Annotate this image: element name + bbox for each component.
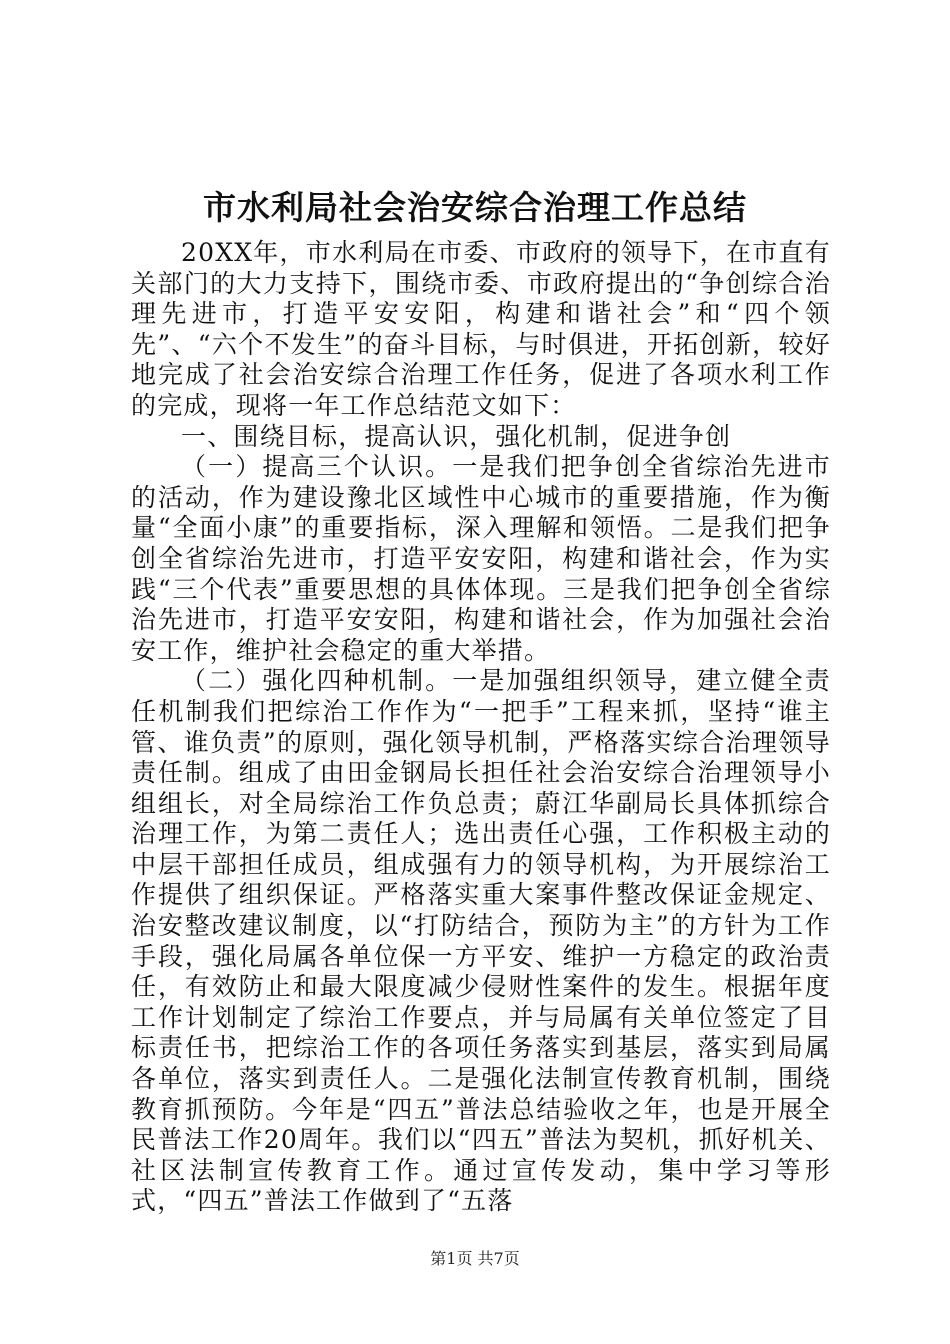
- paragraph-four-mechanisms: （二）强化四种机制。一是加强组织领导，建立健全责任机制我们把综治工作作为“一把手”工程来抓，坚持“谁主管、谁负责”的原则，强化领导机制，严格落实综合治理领导责任制。组成了由田金钢局长担任社会治安综合治理领导小组组长，对全局综治工作负总责；蔚江华副局长具体抓综合治理工作，为第二责任人；选出责任心强，工作积极主动的中层干部担任成员，组成强有力的领导机构，为开展综治工作提供了组织保证。严格落实重大案事件整改保证金规定、治安整改建议制度，以“打防结合，预防为主”的方针为工作手段，强化局属各单位保一方平安、维护一方稳定的政治责任，有效防止和最大限度减少侵财性案件的发生。根据年度工作计划制定了综治工作要点，并与局属有关单位签定了目标责任书，把综治工作的各项任务落实到基层，落实到局属各单位，落实到责任人。二是强化法制宣传教育机制，围绕教育抓预防。今年是“四五”普法总结验收之年，也是开展全民普法工作20周年。我们以“四五”普法为契机，抓好机关、社区法制宣传教育工作。通过宣传发动，集中学习等形式，“四五”普法工作做到了“五落: [131, 666, 831, 1216]
- paragraph-three-understandings: （一）提高三个认识。一是我们把争创全省综治先进市的活动，作为建设豫北区域性中心城市的重要措施，作为衡量“全面小康”的重要指标，深入理解和领悟。二是我们把争创全省综治先进市，打造平安安阳，构建和谐社会，作为实践“三个代表”重要思想的具体体现。三是我们把争创全省综治先进市，打造平安安阳，构建和谐社会，作为加强社会治安工作，维护社会稳定的重大举措。: [131, 452, 831, 665]
- paragraph-intro: 20XX年，市水利局在市委、市政府的领导下，在市直有关部门的大力支持下，围绕市委、市政府提出的“争创综合治理先进市，打造平安安阳，构建和谐社会”和“四个领先”、“六个不发生”的奋斗目标，与时俱进，开拓创新，较好地完成了社会治安综合治理工作任务，促进了各项水利工作的完成，现将一年工作总结范文如下：: [131, 238, 831, 420]
- document-title: 市水利局社会治安综合治理工作总结: [203, 188, 747, 227]
- section-heading-1: 一、围绕目标，提高认识，强化机制，促进争创: [181, 421, 732, 451]
- document-body: [131, 238, 831, 1217]
- page-footer: 第1页 共7页: [430, 1249, 520, 1268]
